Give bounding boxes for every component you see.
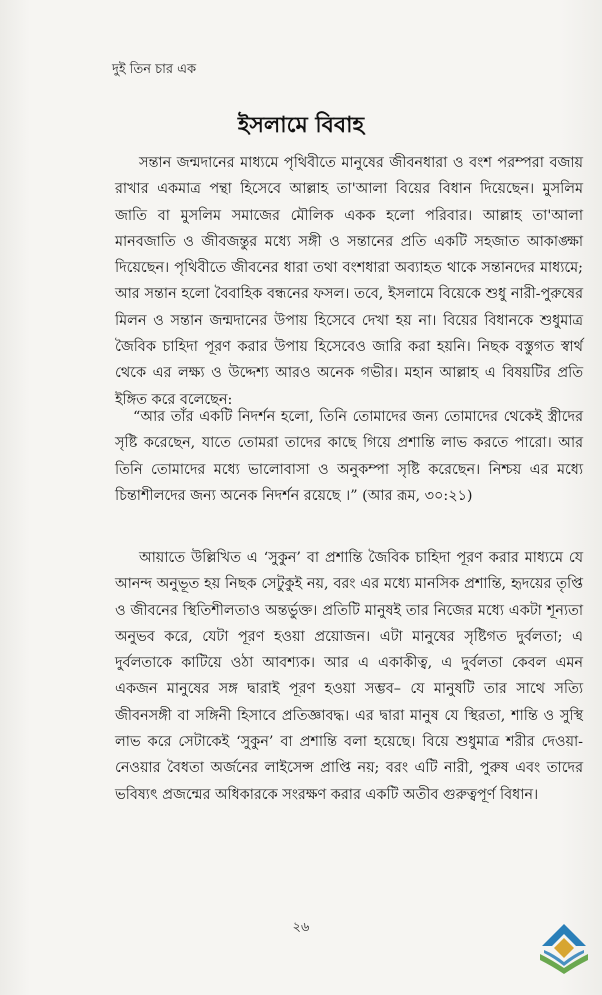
page-number: ২৬ xyxy=(292,920,310,935)
paragraph-intro: সন্তান জন্মদানের মাধ্যমে পৃথিবীতে মানুষের জীবনধারা ও বংশ পরম্পরা বজায় রাখার একমাত্র পন্থা হিসেবে আল্লাহ তা'আলা বিয়ের বিধান দিয়েছেন। মুসলিম জাতি বা মুসলিম সমাজের মৌলিক একক হলো পরিবার। আল্লাহ তা'আলা মানবজাতি ও জীবজন্তুর মধ্যে সঙ্গী ও সন্তানের প্রতি একটি সহজাত আকাঙ্ক্ষা দিয়েছেন। পৃথিবীতে জীবনের ধারা তথা বংশধারা অব্যাহত থাকে সন্তানদের মাধ্যমে; আর সন্তান হলো বৈবাহিক বন্ধনের ফসল। তবে, ইসলামে বিয়েকে শুধু নারী-পুরুষের মিলন ও সন্তান জন্মদানের উপায় হিসেবে দেখা হয় না। বিয়ের বিধানকে শুধুমাত্র জৈবিক চাহিদা পূরণ করার উপায় হিসেবেও জারি করা হয়নি। নিছক বস্তুগত স্বার্থ থেকে এর লক্ষ্য ও উদ্দেশ্য আরও অনেক গভীর। মহান আল্লাহ এ বিষয়টির প্রতি ইঙ্গিত করে বলেছেন: xyxy=(115,155,583,408)
publisher-logo-icon xyxy=(536,920,592,978)
running-header: দুই তিন চার এক xyxy=(112,62,197,77)
paragraph-sukun: আয়াতে উল্লিখিত এ ‘সুকুন’ বা প্রশান্তি জৈবিক চাহিদা পূরণ করার মাধ্যমে যে আনন্দ অনুভূত হয় নিছক সেটুকুই নয়, বরং এর মধ্যে মানসিক প্রশান্তি, হৃদয়ের তৃপ্তি ও জীবনের স্থিতিশীলতাও অন্তর্ভুক্ত। প্রতিটি মানুষই তার নিজের মধ্যে একটা শূন্যতা অনুভব করে, যেটা পূরণ হওয়া প্রয়োজন। এটা মানুষের সৃষ্টিগত দুর্বলতা; এ দুর্বলতাকে কাটিয়ে ওঠা আবশ্যক। আর এ একাকীত্ব, এ দুর্বলতা কেবল এমন একজন মানুষের সঙ্গ দ্বারাই পূরণ হওয়া সম্ভব– যে মানুষটি তার সাথে সত্যি জীবনসঙ্গী বা সঙ্গিনী হিসাবে প্রতিজ্ঞাবদ্ধ। এর দ্বারা মানুষ যে স্থিরতা, শান্তি ও সুস্থি লাভ করে সেটাকেই ‘সুকুন’ বা প্রশান্তি বলা হয়েছে। বিয়ে শুধুমাত্র শরীর দেওয়া-নেওয়ার বৈধতা অর্জনের লাইসেন্স প্রাপ্তি নয়; বরং এটি নারী, পুরুষ এবং তাদের ভবিষ্যৎ প্রজন্মের অধিকারকে সংরক্ষণ করার একটি অতীব গুরুত্বপূর্ণ বিধান। xyxy=(115,550,583,803)
quran-quote: “আর তাঁর একটি নিদর্শন হলো, তিনি তোমাদের জন্য তোমাদের থেকেই স্ত্রীদের সৃষ্টি করেছেন, যাতে তোমরা তাদের কাছে গিয়ে প্রশান্তি লাভ করতে পারো। আর তিনি তোমাদের মধ্যে ভালোবাসা ও অনুকম্পা সৃষ্টি করেছেন। নিশ্চয় এর মধ্যে চিন্তাশীলদের জন্য অনেক নিদর্শন রয়েছে ।” (আর রূম, ৩০:২১) xyxy=(115,409,583,504)
chapter-title: ইসলামে বিবাহ xyxy=(237,112,365,138)
